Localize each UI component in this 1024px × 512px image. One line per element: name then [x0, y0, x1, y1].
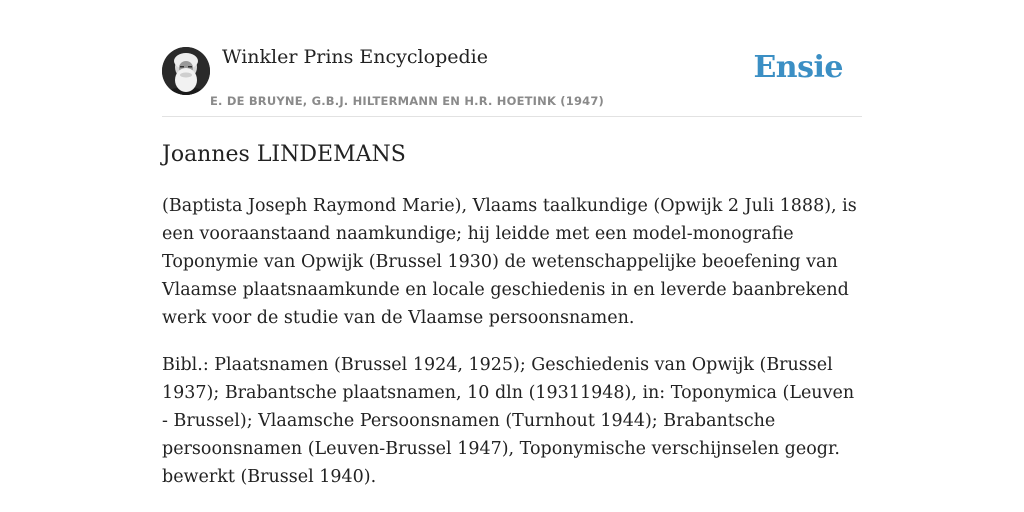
source-header [162, 40, 862, 117]
source-avatar[interactable] [162, 47, 210, 95]
source-title[interactable]: Winkler Prins Encyclopedie [222, 46, 488, 68]
ensie-logo[interactable]: Ensie [753, 50, 843, 85]
article-paragraph: (Baptista Joseph Raymond Marie), Vlaams taalkundige (Opwijk 2 Juli 1888), is een vooraanstaand naamkundige; hij leidde met een model-monografie Toponymie van Opwijk (Brussel 1930) de wetenschappelijke beoefening van Vlaamse plaatsnaamkunde en locale geschiedenis in en leverde baanbrekend werk voor de studie van de Vlaamse persoonsnamen. [162, 196, 857, 328]
source-authors: E. DE BRUYNE, G.B.J. HILTERMANN EN H.R. HOETINK (1947) [210, 94, 605, 108]
article [162, 138, 862, 491]
article-bibliography: Bibl.: Plaatsnamen (Brussel 1924, 1925); Geschiedenis van Opwijk (Brussel 1937); Brabantsche plaatsnamen, 10 dln (19311948), in: Toponymica (Leuven - Brussel); Vlaamsche Persoonsnamen (Turnhout 1944); Brabantsche persoonsnamen (Leuven-Brussel 1947), Toponymische verschijnselen geogr. bewerkt (Brussel 1940). [162, 355, 855, 487]
article-title: Joannes LINDEMANS [162, 142, 406, 167]
bearded-man-portrait-icon [162, 47, 210, 95]
